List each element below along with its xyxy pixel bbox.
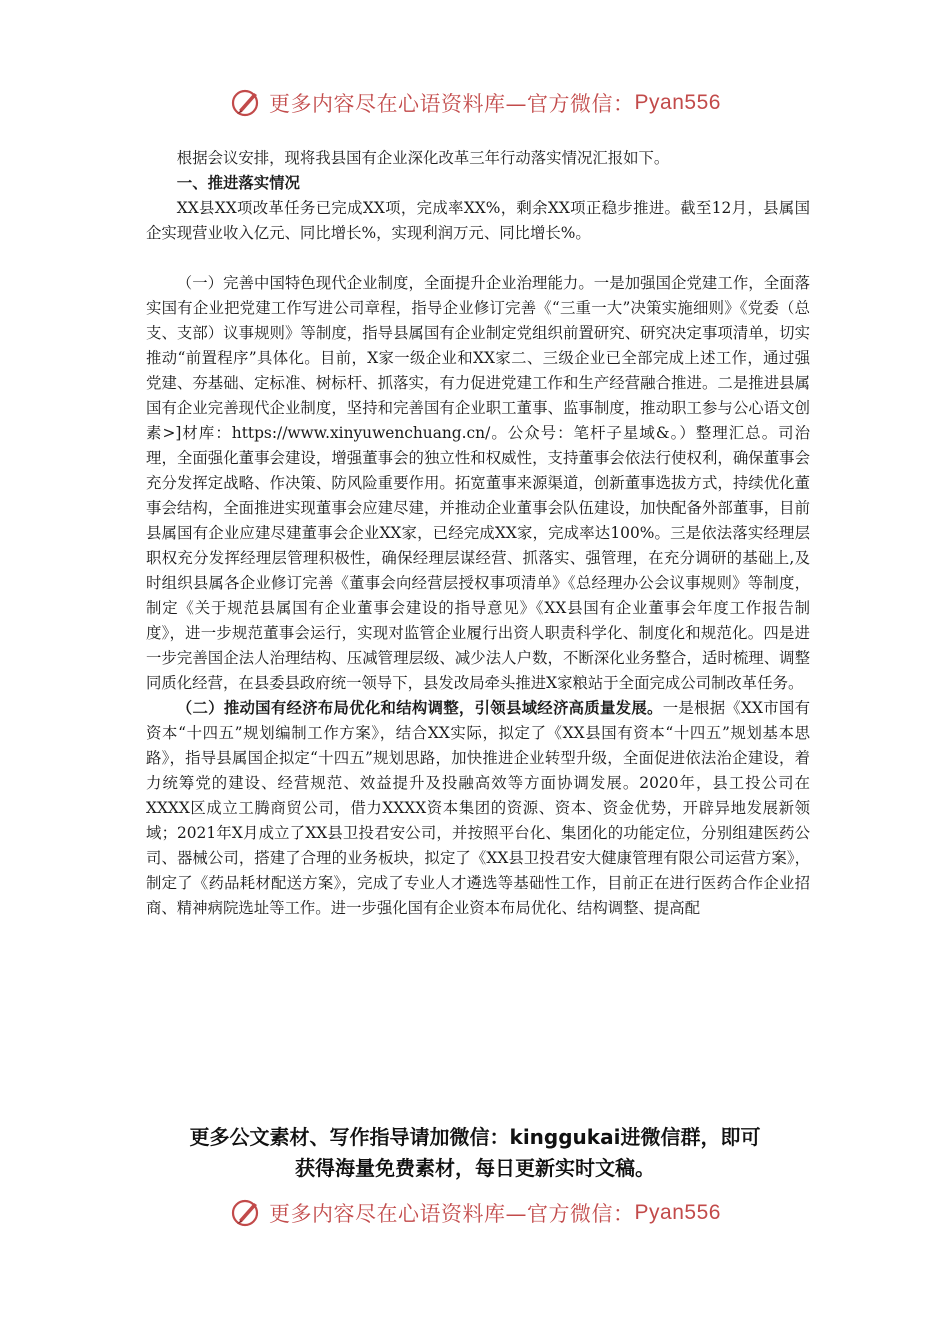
banner-wechat-handle: Pyan556 (634, 1201, 721, 1224)
document-body (146, 146, 810, 921)
pen-logo-icon (229, 86, 263, 120)
promo-line-2: 获得海量免费素材，每日更新实时文稿。 (295, 1156, 655, 1180)
header-watermark-banner (0, 86, 950, 120)
promo-line-1: 更多公文素材、写作指导请加微信：kinggukai进微信群，即可 (189, 1125, 761, 1149)
pen-logo-icon (229, 1196, 263, 1230)
summary-paragraph: XX县XX项改革任务已完成XX项，完成率XX%，剩余XX项正稳步推进。截至12月，县属国企实现营业收入亿元、同比增长%，实现利润万元、同比增长%。 (146, 199, 810, 242)
banner-text: 更多内容尽在心语资料库—官方微信： (269, 92, 635, 116)
footer-watermark-banner (0, 1196, 950, 1230)
banner-wechat-handle: Pyan556 (634, 91, 721, 114)
paragraph-lead-bold: （二）推动国有经济布局优化和结构调整，引领县域经济高质量发展。 (176, 699, 663, 717)
section-heading: 一、推进落实情况 (176, 174, 300, 192)
intro-paragraph: 根据会议安排，现将我县国有企业深化改革三年行动落实情况汇报如下。 (176, 149, 670, 167)
promo-notice (120, 1122, 830, 1184)
paragraph-corporate-governance: （一）完善中国特色现代企业制度，全面提升企业治理能力。一是加强国企党建工作，全面落实国有企业把党建工作写进公司章程，指导企业修订完善《“三重一大”决策实施细则》《党委（总支、支部）议事规则》等制度，指导县属国有企业制定党组织前置研究、研究决定事项清单，切实推动“前置程序”具体化。目前，X家一级企业和XX家二、三级企业已全部完成上述工作，通过强党建、夯基础、定标准、树标杆、抓落实，有力促进党建工作和生产经营融合推进。二是推进县属国有企业完善现代企业制度，坚持和完善国有企业职工董事、监事制度，推动职工参与公心语文创素>]材库：https://www.xinyuwenchuang.cn/。公众号：笔杆子星域&。）整理汇总。司治理，全面强化董事会建设，增强董事会的独立性和权威性，支持董事会依法行使权利，确保董事会充分发挥定战略、作决策、防风险重要作用。拓宽董事来源渠道，创新董事选拔方式，持续优化董事会结构，全面推进实现董事会应建尽建，并推动企业董事会队伍建设，加快配备外部董事，目前县属国有企业应建尽建董事会企业XX家，已经完成XX家，完成率达100%。三是依法落实经理层职权充分发挥经理层管理积极性，确保经理层谋经营、抓落实、强管理，在充分调研的基础上,及时组织县属各企业修订完善《董事会向经营层授权事项清单》《总经理办公会议事规则》等制度，制定《关于规范县属国有企业董事会建设的指导意见》《XX县国有企业董事会年度工作报告制度》，进一步规范董事会运行，实现对监管企业履行出资人职责科学化、制度化和规范化。四是进一步完善国企法人治理结构、压减管理层级、减少法人户数，不断深化业务整合，适时梳理、调整同质化经营，在县委县政府统一领导下，县发改局牵头推进X家粮站于全面完成公司制改革任务。 (146, 274, 810, 692)
blank-line (146, 246, 810, 271)
paragraph-body-text: 一是根据《XX市国有资本“十四五”规划编制工作方案》，结合XX实际，拟定了《XX县国有资本“十四五”规划基本思路》，指导县属国企拟定“十四五”规划思路，加快推进企业转型升级，全面促进依法治企建设，着力统筹党的建设、经营规范、效益提升及投融高效等方面协调发展。2020年，县工投公司在XXXX区成立工腾商贸公司，借力XXXX资本集团的资源、资本、资金优势，开辟异地发展新领域；2021年X月成立了XX县卫投君安公司，并按照平台化、集团化的功能定位，分别组建医药公司、器械公司，搭建了合理的业务板块，拟定了《XX县卫投君安大健康管理有限公司运营方案》，制定了《药品耗材配送方案》，完成了专业人才遴选等基础性工作，目前正在进行医药合作企业招商、精神病院选址等工作。进一步强化国有企业资本布局优化、结构调整、提高配 (146, 699, 810, 917)
banner-text: 更多内容尽在心语资料库—官方微信： (269, 1202, 635, 1226)
paragraph-layout-optimization (146, 696, 810, 921)
